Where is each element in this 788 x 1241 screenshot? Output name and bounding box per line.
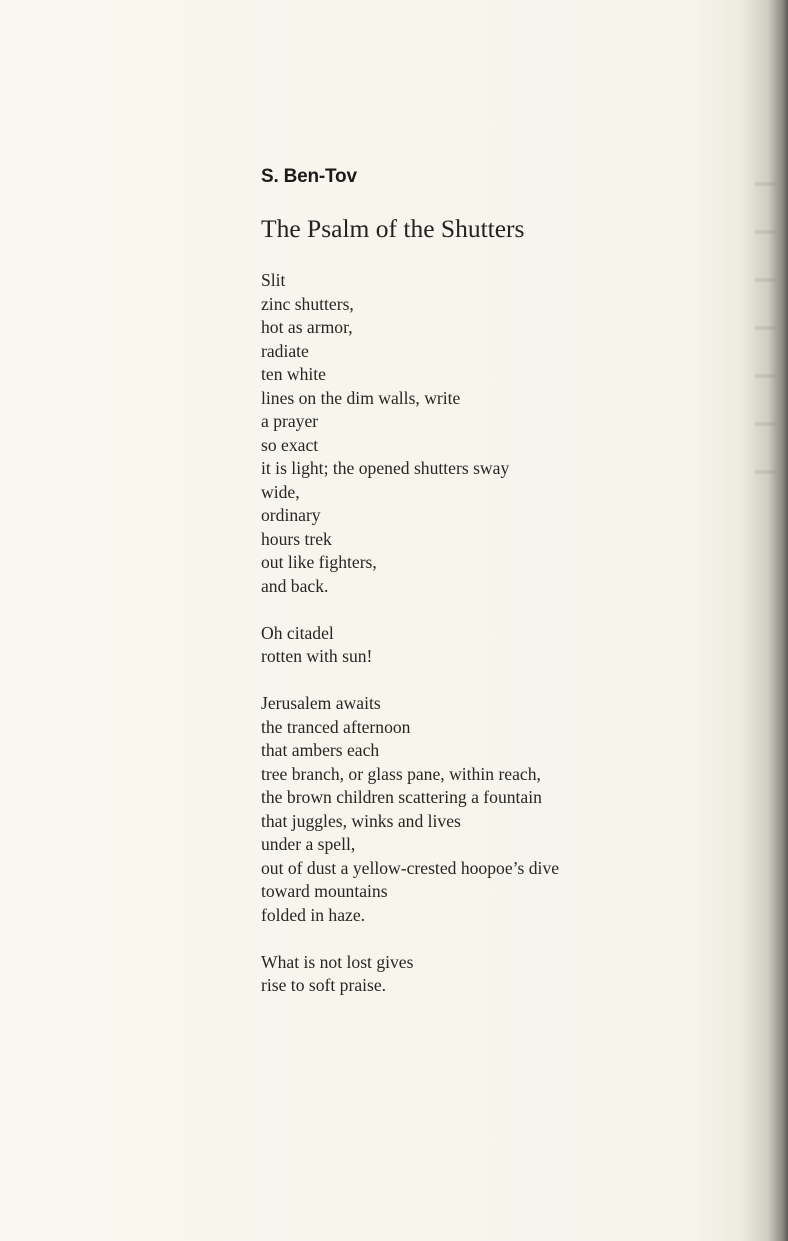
- poem-line: a prayer: [261, 411, 319, 431]
- poem-line: and back.: [261, 575, 329, 596]
- poem-line: What is not lost gives: [261, 951, 414, 972]
- poem-line: under a spell,: [261, 834, 356, 854]
- stanza: [261, 692, 559, 927]
- poem-line: radiate: [261, 340, 309, 361]
- poem-line: ordinary: [261, 505, 321, 525]
- poem-line: out of dust a yellow-crested hoopoe’s dive: [261, 857, 560, 878]
- poem-line: toward mountains: [261, 881, 388, 901]
- poem-line: hot as armor,: [261, 317, 353, 337]
- poem-line: Oh citadel: [261, 622, 334, 643]
- poem-line: that juggles, winks and lives: [261, 810, 461, 831]
- poem-line: folded in haze.: [261, 904, 366, 925]
- poem-line: ten white: [261, 364, 326, 384]
- stanza: [261, 951, 559, 998]
- poem-line: the brown children scattering a fountain: [261, 787, 542, 807]
- poem-line: Slit: [261, 270, 286, 290]
- author-name: S. Ben-Tov: [261, 166, 357, 187]
- poem-title: The Psalm of the Shutters: [261, 214, 525, 243]
- stanza: [261, 622, 559, 669]
- poem-line: it is light; the opened shutters sway: [261, 458, 510, 478]
- poem-line: lines on the dim walls, write: [261, 387, 461, 408]
- poem-line: so exact: [261, 434, 319, 455]
- poem-line: zinc shutters,: [261, 293, 354, 314]
- poem-line: Jerusalem awaits: [261, 693, 381, 713]
- stanza: [261, 269, 559, 598]
- poem-line: rotten with sun!: [261, 646, 373, 666]
- poem-line: tree branch, or glass pane, within reach,: [261, 763, 541, 784]
- poem-line: rise to soft praise.: [261, 975, 387, 995]
- poem-line: wide,: [261, 481, 300, 502]
- poem-body: [261, 269, 559, 1021]
- poem-line: that ambers each: [261, 740, 380, 760]
- poem-line: out like fighters,: [261, 552, 377, 572]
- facing-page-show-through: [755, 160, 775, 490]
- poem-line: the tranced afternoon: [261, 716, 411, 737]
- poem-line: hours trek: [261, 528, 332, 549]
